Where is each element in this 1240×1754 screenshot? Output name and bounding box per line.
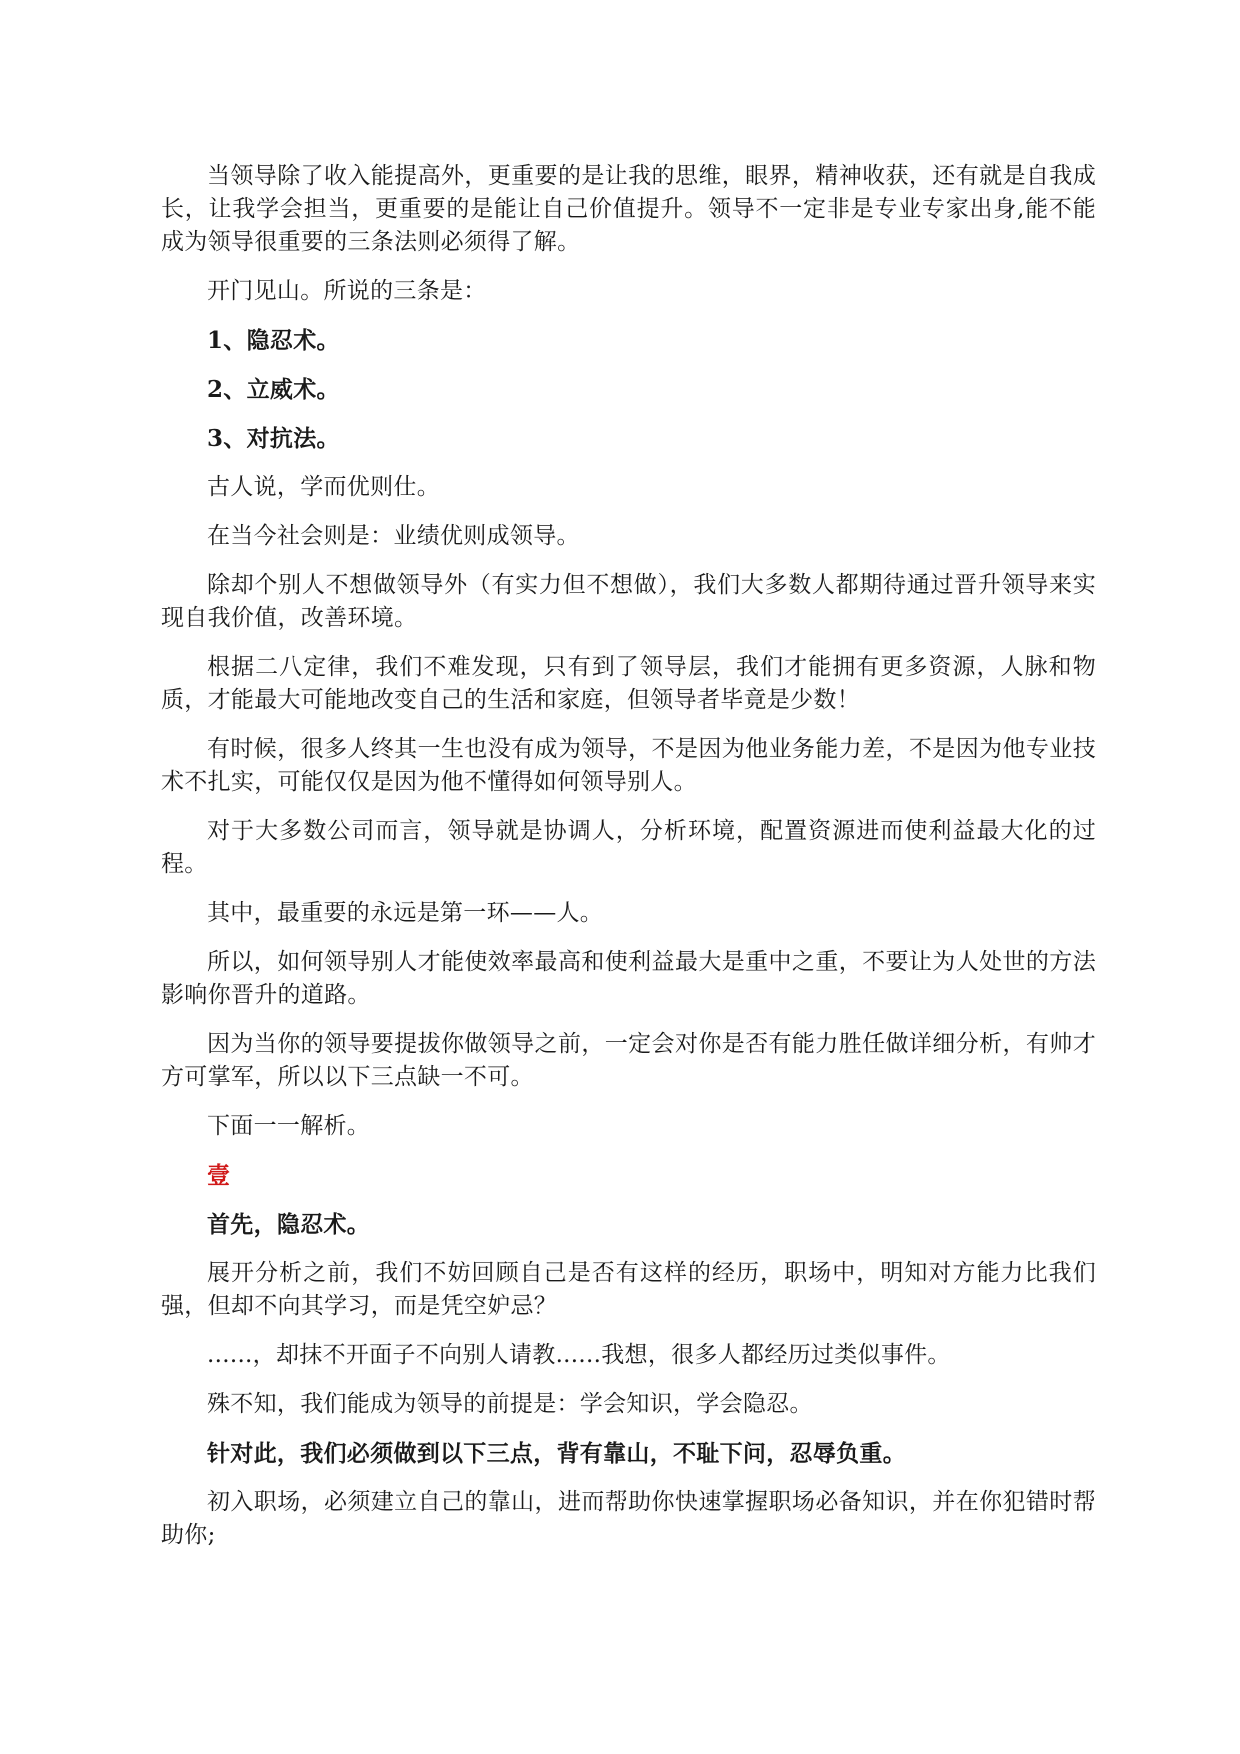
paragraph-analysis-intro: 下面一一解析。: [207, 1113, 371, 1139]
paragraph-sometimes: 有时候，很多人终其一生也没有成为领导，不是因为他业务能力差，不是因为他专业技术不扎实，可能仅仅是因为他不懂得如何领导别人。: [161, 736, 1096, 795]
paragraph-promotion: 因为当你的领导要提拔你做领导之前，一定会对你是否有能力胜任做详细分析，有帅才方可掌军，所以以下三点缺一不可。: [161, 1031, 1096, 1090]
list-item-rule-1: 1、隐忍术。: [207, 327, 340, 354]
paragraph-experience: 展开分析之前，我们不妨回顾自己是否有这样的经历，职场中，明知对方能力比我们强，但却不向其学习，而是凭空妒忌？: [161, 1260, 1096, 1319]
paragraph-people-first: 其中，最重要的永远是第一环——人。: [207, 900, 604, 926]
list-item-rule-2: 2、立威术。: [207, 376, 340, 403]
document-page: [161, 160, 1096, 1568]
paragraph-most-people: 除却个别人不想做领导外（有实力但不想做），我们大多数人都期待通过晋升领导来实现自我价值，改善环境。: [161, 572, 1096, 631]
paragraph-three-rules: 开门见山。所说的三条是：: [207, 278, 487, 304]
paragraph-efficiency: 所以，如何领导别人才能使效率最高和使利益最大是重中之重，不要让为人处世的方法影响你晋升的道路。: [161, 949, 1096, 1008]
paragraph-premise: 殊不知，我们能成为领导的前提是：学会知识，学会隐忍。: [207, 1391, 813, 1417]
paragraph-companies: 对于大多数公司而言，领导就是协调人，分析环境，配置资源进而使利益最大化的过程。: [161, 818, 1096, 877]
paragraph-ancient-saying: 古人说，学而优则仕。: [207, 474, 440, 500]
paragraph-three-points: 针对此，我们必须做到以下三点，背有靠山，不耻下问，忍辱负重。: [207, 1440, 906, 1467]
paragraph-modern-saying: 在当今社会则是：业绩优则成领导。: [207, 523, 580, 549]
paragraph-backer: 初入职场，必须建立自己的靠山，进而帮助你快速掌握职场必备知识，并在你犯错时帮助你;: [161, 1489, 1096, 1548]
paragraph-pareto: 根据二八定律，我们不难发现，只有到了领导层，我们才能拥有更多资源，人脉和物质，才能最大可能地改变自己的生活和家庭，但领导者毕竟是少数！: [161, 654, 1096, 713]
section-heading-patience: 首先，隐忍术。: [207, 1211, 371, 1238]
paragraph-face: ......，却抹不开面子不向别人请教......我想，很多人都经历过类似事件。: [207, 1342, 951, 1368]
section-number-heading: 壹: [207, 1162, 231, 1189]
paragraph-intro: 当领导除了收入能提高外，更重要的是让我的思维，眼界，精神收获，还有就是自我成长，让我学会担当，更重要的是能让自己价值提升。领导不一定非是专业专家出身,能不能成为领导很重要的三条法则必须得了解。: [161, 163, 1096, 255]
list-item-rule-3: 3、对抗法。: [207, 425, 340, 452]
